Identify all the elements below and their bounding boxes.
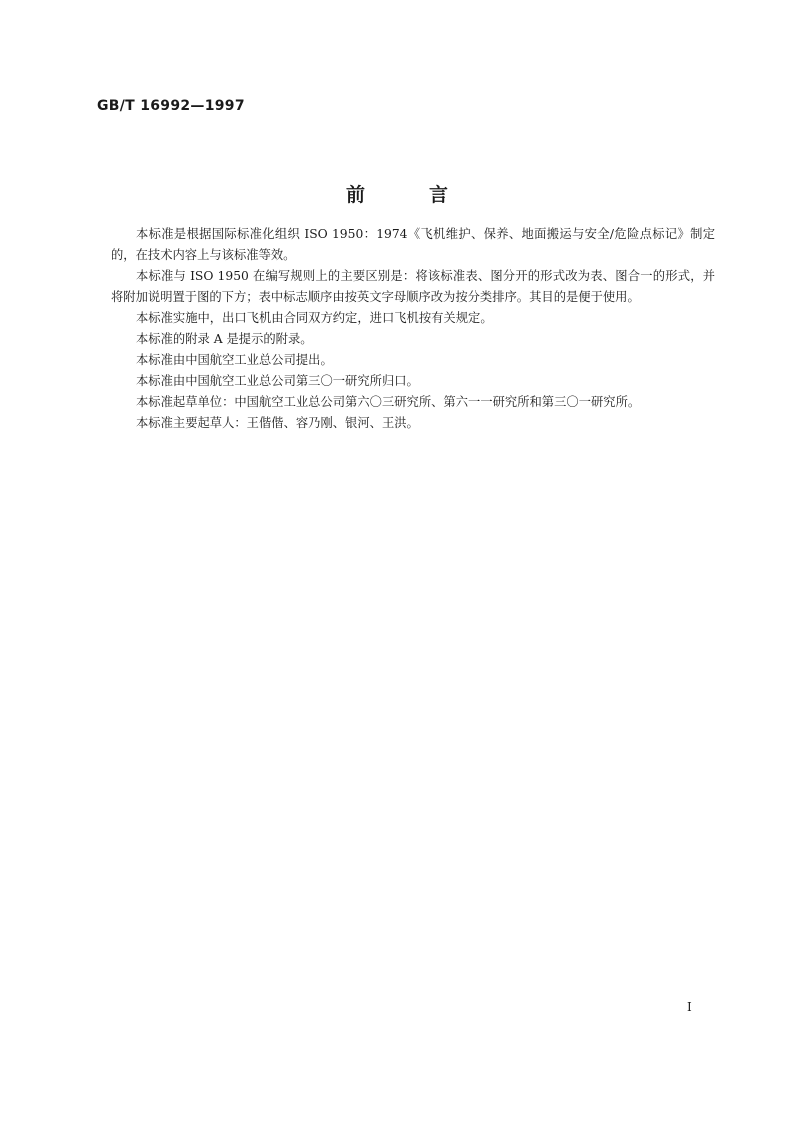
- paragraph: 本标准实施中，出口飞机由合同双方约定，进口飞机按有关规定。: [136, 311, 493, 325]
- page-number: I: [687, 1000, 692, 1014]
- title-char-1: 前: [345, 184, 365, 206]
- standard-code: GB/T 16992—1997: [97, 98, 245, 114]
- foreword-body: [111, 224, 715, 434]
- page-title: [0, 180, 794, 207]
- paragraph: 本标准由中国航空工业总公司提出。: [136, 353, 333, 367]
- title-char-2: 言: [429, 184, 449, 206]
- paragraph: 本标准是根据国际标准化组织 ISO 1950：1974《飞机维护、保养、地面搬运与安全/危险点标记》制定的，在技术内容上与该标准等效。: [111, 227, 715, 262]
- paragraph: 本标准由中国航空工业总公司第三〇一研究所归口。: [136, 374, 419, 388]
- paragraph: 本标准起草单位：中国航空工业总公司第六〇三研究所、第六一一研究所和第三〇一研究所。: [136, 395, 641, 409]
- paragraph: 本标准与 ISO 1950 在编写规则上的主要区别是：将该标准表、图分开的形式改为表、图合一的形式，并将附加说明置于图的下方；表中标志顺序由按英文字母顺序改为按分类排序。其目的是便于使用。: [111, 269, 715, 304]
- paragraph: 本标准的附录 A 是提示的附录。: [136, 332, 313, 346]
- paragraph: 本标准主要起草人：王偕偕、容乃刚、银河、王洪。: [136, 416, 419, 430]
